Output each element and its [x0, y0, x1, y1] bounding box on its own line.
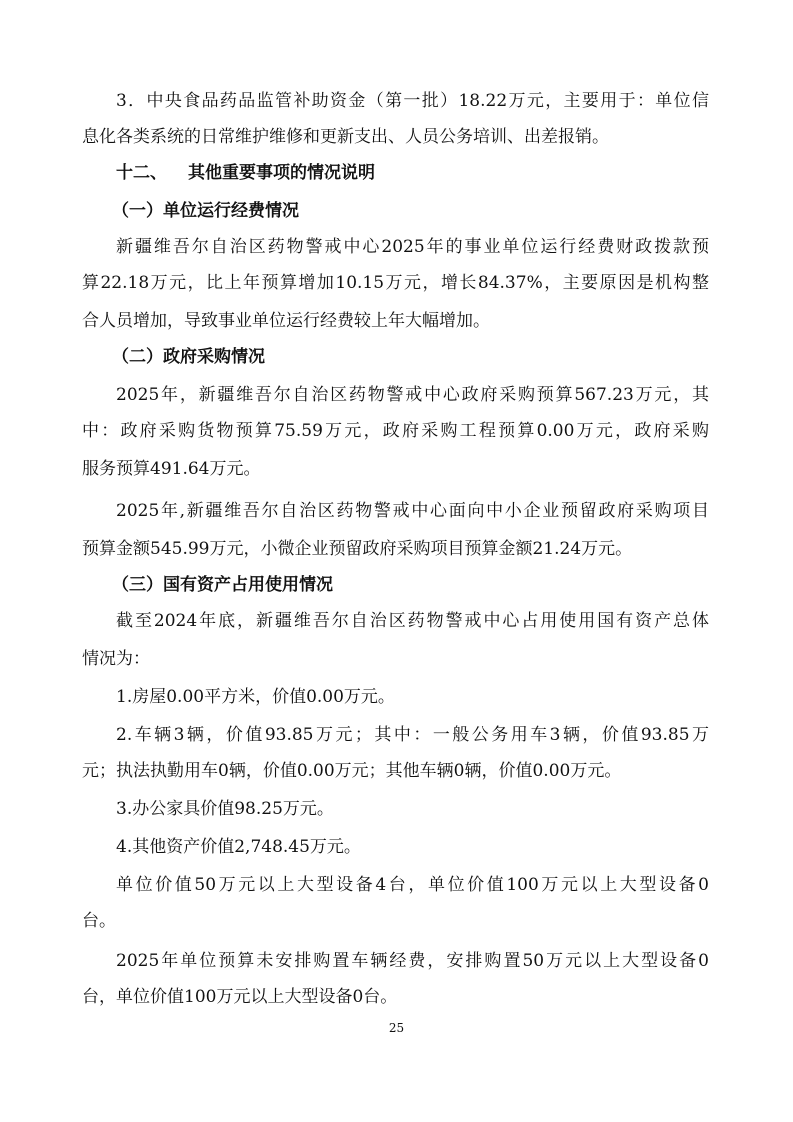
paragraph-line: 合人员增加，导致事业单位运行经费较上年大幅增加。 — [82, 311, 490, 331]
paragraph-line: 4.其他资产价值2,748.45万元。 — [116, 837, 361, 857]
paragraph-line: 2025年单位预算未安排购置车辆经费，安排购置50万元以上大型设备0 — [116, 951, 709, 971]
paragraph-line: 单位价值50万元以上大型设备4台，单位价值100万元以上大型设备0 — [116, 875, 709, 895]
paragraph-line: 情况为： — [82, 649, 150, 669]
section-heading — [0, 158, 793, 188]
section-title: 其他重要事项的情况说明 — [188, 163, 375, 183]
section-number: 十二、 — [116, 163, 167, 183]
paragraph-line: 3.办公家具价值98.25万元。 — [116, 799, 334, 819]
paragraph-line: 2025年,新疆维吾尔自治区药物警戒中心面向中小企业预留政府采购项目 — [116, 501, 709, 521]
paragraph-line: 服务预算491.64万元。 — [82, 459, 261, 479]
paragraph-line: 新疆维吾尔自治区药物警戒中心2025年的事业单位运行经费财政拨款预 — [116, 237, 709, 257]
paragraph-line: 元；执法执勤用车0辆，价值0.00万元；其他车辆0辆，价值0.00万元。 — [82, 761, 622, 781]
page-number: 25 — [388, 1021, 405, 1035]
paragraph-line: 预算金额545.99万元，小微企业预留政府采购项目预算金额21.24万元。 — [82, 539, 633, 559]
subsection-heading: （三）国有资产占用使用情况 — [112, 575, 333, 595]
subsection-heading: （一）单位运行经费情况 — [112, 201, 299, 221]
paragraph-line: 3．中央食品药品监管补助资金（第一批）18.22万元，主要用于：单位信 — [116, 91, 709, 111]
paragraph-line: 中：政府采购货物预算75.59万元，政府采购工程预算0.00万元，政府采购 — [82, 421, 709, 441]
paragraph-line: 算22.18万元，比上年预算增加10.15万元，增长84.37%，主要原因是机构整 — [82, 273, 709, 293]
paragraph-line: 1.房屋0.00平方米，价值0.00万元。 — [116, 687, 395, 707]
paragraph-line: 2025年，新疆维吾尔自治区药物警戒中心政府采购预算567.23万元，其 — [116, 385, 709, 405]
subsection-heading: （二）政府采购情况 — [112, 347, 265, 367]
paragraph-line: 台，单位价值100万元以上大型设备0台。 — [82, 987, 398, 1007]
paragraph-line: 台。 — [82, 911, 116, 931]
paragraph-line: 截至2024年底，新疆维吾尔自治区药物警戒中心占用使用国有资产总体 — [116, 611, 709, 631]
paragraph-line: 息化各类系统的日常维护维修和更新支出、人员公务培训、出差报销。 — [82, 127, 609, 147]
paragraph-line: 2.车辆3辆，价值93.85万元；其中：一般公务用车3辆，价值93.85万 — [116, 725, 709, 745]
